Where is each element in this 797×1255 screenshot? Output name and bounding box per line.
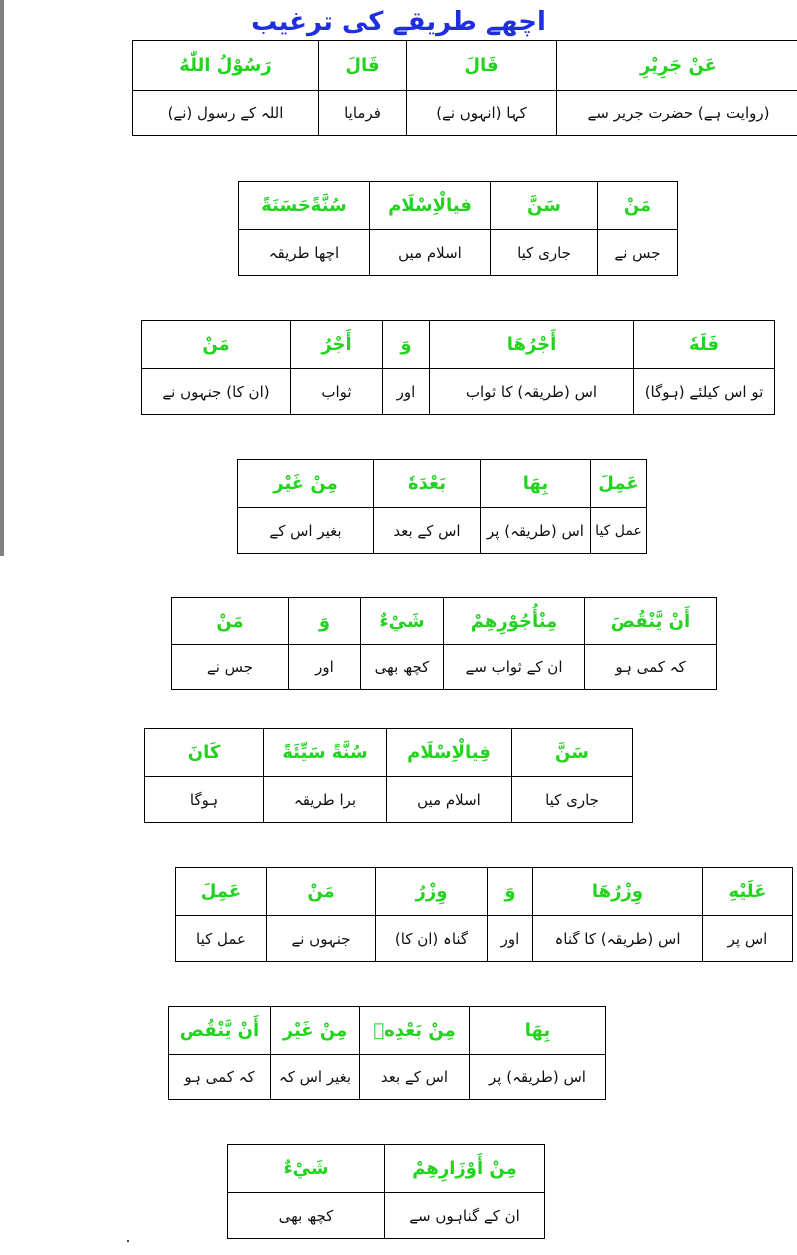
arabic-word-cell: أَنْ يَّنْقُصَ bbox=[585, 598, 717, 645]
arabic-word-cell: فَلَهٗ bbox=[634, 321, 775, 369]
arabic-row bbox=[145, 729, 633, 777]
urdu-translation-cell: برا طریقہ bbox=[264, 777, 387, 823]
urdu-translation-cell: بغیر اس کے bbox=[238, 508, 374, 554]
arabic-word-cell: مِنْ غَيْر bbox=[238, 460, 374, 508]
urdu-translation-cell: جس نے bbox=[598, 230, 678, 276]
vocab-table-9 bbox=[227, 1144, 545, 1239]
translation-row bbox=[238, 508, 647, 554]
arabic-row bbox=[133, 41, 797, 91]
arabic-row bbox=[169, 1007, 606, 1055]
arabic-word-cell: مِنْ بَعْدِهٖ bbox=[360, 1007, 470, 1055]
translation-row bbox=[228, 1193, 545, 1239]
translation-row bbox=[145, 777, 633, 823]
arabic-word-cell: عَلَيْهِ bbox=[703, 868, 793, 916]
urdu-translation-cell: اور bbox=[488, 916, 533, 962]
vocab-table-2 bbox=[238, 181, 678, 276]
urdu-translation-cell: اس (طریقہ) پر bbox=[481, 508, 591, 554]
urdu-translation-cell: اللہ کے رسول (نے) bbox=[133, 91, 319, 136]
arabic-word-cell: مَنْ bbox=[172, 598, 289, 645]
arabic-row bbox=[142, 321, 775, 369]
urdu-translation-cell: اس کے بعد bbox=[374, 508, 481, 554]
arabic-word-cell: عَمِلَ bbox=[591, 460, 647, 508]
urdu-translation-cell: اس (طریقہ) کا گناہ bbox=[533, 916, 703, 962]
arabic-row bbox=[176, 868, 793, 916]
urdu-translation-cell: اسلام میں bbox=[370, 230, 491, 276]
arabic-word-cell: أَجْرُ bbox=[291, 321, 383, 369]
arabic-word-cell: بِهَا bbox=[470, 1007, 606, 1055]
arabic-word-cell: عَنْ جَرِيْرِ bbox=[557, 41, 797, 91]
urdu-translation-cell: جاری کیا bbox=[512, 777, 633, 823]
translation-row bbox=[133, 91, 797, 136]
vocab-table-5 bbox=[171, 597, 717, 690]
arabic-word-cell: فِيالْاِسْلَام bbox=[387, 729, 512, 777]
arabic-word-cell: مِنْ أَوْزَارِهِمْ bbox=[385, 1145, 545, 1193]
vocab-table-3 bbox=[141, 320, 775, 415]
urdu-translation-cell: گناہ (ان کا) bbox=[376, 916, 488, 962]
arabic-word-cell: وَ bbox=[383, 321, 430, 369]
arabic-row bbox=[239, 182, 678, 230]
stray-mark bbox=[127, 1240, 129, 1242]
urdu-translation-cell: کچھ بھی bbox=[228, 1193, 385, 1239]
arabic-word-cell: شَيْءٌ bbox=[361, 598, 444, 645]
translation-row bbox=[172, 645, 717, 690]
arabic-word-cell: بَعْدَهٗ bbox=[374, 460, 481, 508]
arabic-word-cell: مَنْ bbox=[598, 182, 678, 230]
urdu-translation-cell: اسلام میں bbox=[387, 777, 512, 823]
arabic-word-cell: بِهَا bbox=[481, 460, 591, 508]
arabic-word-cell: شَيْءٌ bbox=[228, 1145, 385, 1193]
translation-row bbox=[239, 230, 678, 276]
urdu-translation-cell: اس (طریقہ) پر bbox=[470, 1055, 606, 1100]
arabic-word-cell: قَالَ bbox=[407, 41, 557, 91]
urdu-translation-cell: اس کے بعد bbox=[360, 1055, 470, 1100]
arabic-word-cell: مَنْ bbox=[267, 868, 376, 916]
arabic-word-cell: وَ bbox=[289, 598, 361, 645]
vocab-table-4 bbox=[237, 459, 647, 554]
urdu-translation-cell: تو اس کیلئے (ہوگا) bbox=[634, 369, 775, 415]
vocab-table-1 bbox=[132, 40, 797, 136]
arabic-word-cell: وِزْرُ bbox=[376, 868, 488, 916]
urdu-translation-cell: جس نے bbox=[172, 645, 289, 690]
arabic-row bbox=[228, 1145, 545, 1193]
urdu-translation-cell: (ان کا) جنہوں نے bbox=[142, 369, 291, 415]
urdu-translation-cell: عمل کیا bbox=[176, 916, 267, 962]
urdu-translation-cell: (روایت ہے) حضرت جریر سے bbox=[557, 91, 797, 136]
urdu-translation-cell: جاری کیا bbox=[491, 230, 598, 276]
urdu-translation-cell: کہ کمی ہو bbox=[169, 1055, 271, 1100]
translation-row bbox=[169, 1055, 606, 1100]
arabic-word-cell: عَمِلَ bbox=[176, 868, 267, 916]
arabic-word-cell: رَسُوْلُ اللّٰهُ bbox=[133, 41, 319, 91]
arabic-word-cell: مَنْ bbox=[142, 321, 291, 369]
arabic-word-cell: سَنَّ bbox=[512, 729, 633, 777]
urdu-translation-cell: اور bbox=[289, 645, 361, 690]
urdu-translation-cell: ان کے ثواب سے bbox=[444, 645, 585, 690]
urdu-translation-cell: بغیر اس کہ bbox=[271, 1055, 360, 1100]
urdu-translation-cell: فرمایا bbox=[319, 91, 407, 136]
urdu-translation-cell: اس (طریقہ) کا ثواب bbox=[430, 369, 634, 415]
arabic-word-cell: سُنَّةً سَيِّئَةً bbox=[264, 729, 387, 777]
arabic-word-cell: مِنْأُجُوْرِهِمْ bbox=[444, 598, 585, 645]
arabic-word-cell: قَالَ bbox=[319, 41, 407, 91]
arabic-word-cell: سُنَّةًحَسَنَةً bbox=[239, 182, 370, 230]
arabic-word-cell: وِزْرُهَا bbox=[533, 868, 703, 916]
arabic-word-cell: أَنْ يَّنْقُص bbox=[169, 1007, 271, 1055]
urdu-translation-cell: عمل کیا bbox=[591, 508, 647, 554]
urdu-translation-cell: کچھ بھی bbox=[361, 645, 444, 690]
arabic-word-cell: أَجْرُهَا bbox=[430, 321, 634, 369]
urdu-translation-cell: ہوگا bbox=[145, 777, 264, 823]
arabic-word-cell: كَانَ bbox=[145, 729, 264, 777]
arabic-word-cell: سَنَّ bbox=[491, 182, 598, 230]
arabic-word-cell: فيالْاِسْلَام bbox=[370, 182, 491, 230]
left-margin-rule bbox=[0, 0, 4, 556]
page-title: اچھے طریقے کی ترغیب bbox=[251, 7, 546, 37]
urdu-translation-cell: ثواب bbox=[291, 369, 383, 415]
urdu-translation-cell: اور bbox=[383, 369, 430, 415]
urdu-translation-cell: کہ کمی ہو bbox=[585, 645, 717, 690]
vocab-table-8 bbox=[168, 1006, 606, 1100]
translation-row bbox=[142, 369, 775, 415]
urdu-translation-cell: کہا (انہوں نے) bbox=[407, 91, 557, 136]
vocab-table-6 bbox=[144, 728, 633, 823]
arabic-row bbox=[172, 598, 717, 645]
arabic-word-cell: وَ bbox=[488, 868, 533, 916]
translation-row bbox=[176, 916, 793, 962]
urdu-translation-cell: جنہوں نے bbox=[267, 916, 376, 962]
urdu-translation-cell: ان کے گناہوں سے bbox=[385, 1193, 545, 1239]
urdu-translation-cell: اچھا طریقہ bbox=[239, 230, 370, 276]
arabic-word-cell: مِنْ غَيْر bbox=[271, 1007, 360, 1055]
arabic-row bbox=[238, 460, 647, 508]
urdu-translation-cell: اس پر bbox=[703, 916, 793, 962]
vocab-table-7 bbox=[175, 867, 793, 962]
